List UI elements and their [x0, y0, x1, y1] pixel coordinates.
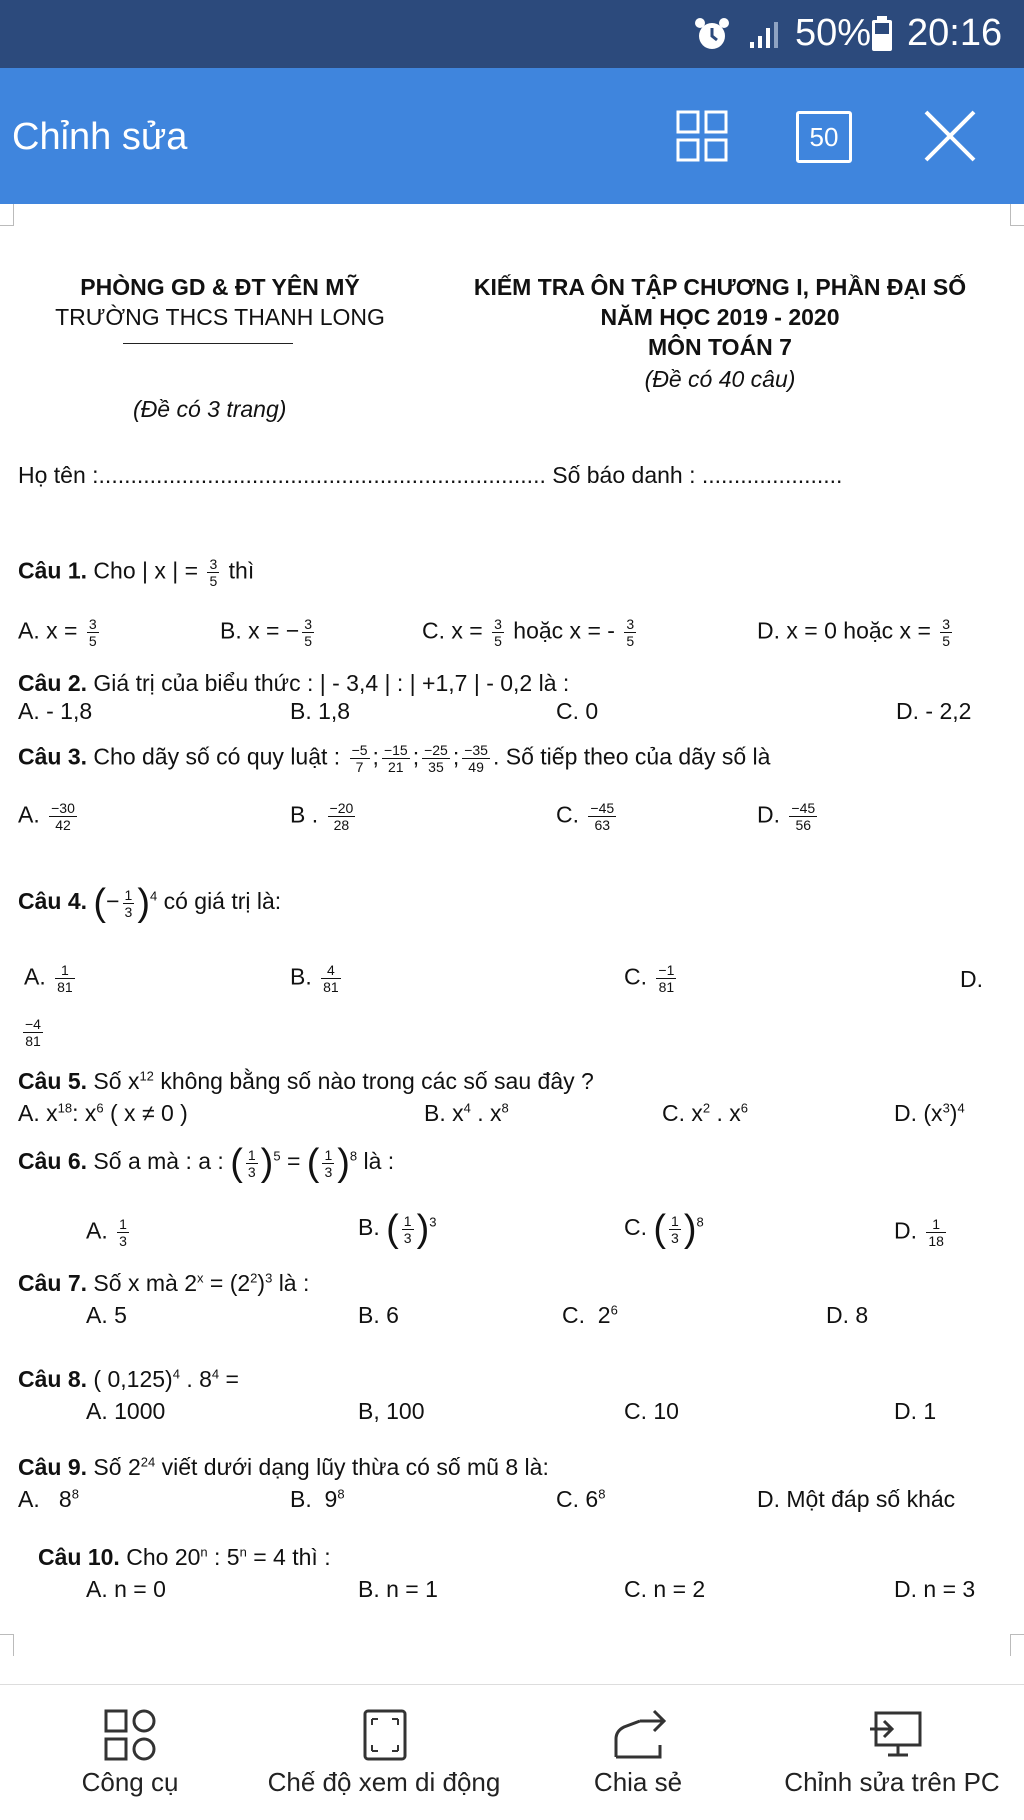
questions-note: (Đề có 40 câu): [644, 366, 796, 392]
mobile-view-icon: [362, 1707, 408, 1763]
answer-option: C. $6^8$: [556, 1486, 606, 1512]
answer-option: C. $\frac{-1}{81}$: [624, 962, 675, 995]
answer-option: D. n = 3: [894, 1576, 976, 1602]
question-4: Câu 4. (− $\frac{1}{3}$ )$^4$ có giá trị là:: [18, 882, 282, 924]
grid-icon[interactable]: [676, 110, 728, 162]
status-bar: [0, 0, 1024, 68]
answer-option-value: $\frac{-4}{81}$: [25, 1016, 41, 1049]
answer-option: B . $\frac{-20}{28}$: [290, 800, 354, 833]
alarm-icon: [694, 16, 730, 52]
question-2: [18, 670, 569, 697]
answer-option: A. 5: [86, 1302, 127, 1328]
pages-note: (Đề có 3 trang): [133, 396, 287, 422]
answer-option: C. $2^6$: [562, 1302, 618, 1328]
mobile-view-button[interactable]: [248, 1685, 520, 1820]
monitor-icon: [868, 1707, 924, 1763]
bottom-toolbar: [0, 1684, 1024, 1820]
tools-button[interactable]: [40, 1685, 220, 1820]
answer-option: C. $\frac{-45}{63}$: [556, 800, 615, 833]
tools-label: Công cụ: [81, 1767, 179, 1797]
answer-option: D. Một đáp số khác: [757, 1486, 956, 1512]
answer-option: D. 1: [894, 1398, 937, 1424]
answer-option: A. n = 0: [86, 1576, 166, 1602]
answer-option: C. 0: [556, 698, 599, 724]
question-3: Câu 3. Cho dãy số có quy luật : $\frac{-5}{7}$ ; $\frac{-15}{21}$ ; $\frac{-25}{35}$ ; $\frac{-35}{49}$ . Số tiếp theo của dãy số là: [18, 742, 771, 775]
question-label: Câu 1.: [18, 557, 88, 584]
answer-option: C. x = $\frac{3}{5}$ hoặc x = - $\frac{3}{5}$: [422, 616, 635, 649]
question-10: Câu 10. Cho 20$^n$ : 5$^n$ = 4 thì :: [38, 1544, 331, 1570]
document-page[interactable]: [0, 204, 1024, 1684]
question-label: Câu 7.: [18, 1270, 88, 1296]
question-7: Câu 7. Số x mà $2^x = (2^2)^3$ là :: [18, 1270, 310, 1296]
answer-option: A. $8^8$: [18, 1486, 79, 1512]
question-label: Câu 2.: [18, 670, 88, 696]
question-text: Cho: [93, 557, 136, 584]
answer-option: A. $\frac{-30}{42}$: [18, 800, 75, 833]
school-name: TRƯỜNG THCS THANH LONG: [55, 304, 385, 330]
tools-icon: [102, 1707, 158, 1763]
answer-option: B. x = − $\frac{3}{5}$: [220, 616, 313, 649]
answer-option: B. $9^8$: [290, 1486, 345, 1512]
answer-option: B. 1,8: [290, 698, 351, 724]
answer-option: A. $\frac{1}{81}$: [24, 962, 73, 995]
app-header: [0, 68, 1024, 204]
answer-option: C. 10: [624, 1398, 679, 1424]
question-text: =: [184, 557, 199, 584]
answer-option: B, 100: [358, 1398, 425, 1424]
answer-option: A. x = $\frac{3}{5}$: [18, 616, 97, 649]
header-divider: [123, 343, 293, 344]
answer-option: A. $\frac{1}{3}$: [86, 1216, 127, 1249]
name-line: Họ tên :...................................................................... Số báo danh : ......................: [18, 462, 843, 488]
question-label: Câu 9.: [18, 1454, 88, 1480]
share-icon: [610, 1707, 670, 1763]
answer-option: B. $\frac{4}{81}$: [290, 962, 339, 995]
subject: MÔN TOÁN 7: [648, 334, 792, 360]
question-label: Câu 5.: [18, 1068, 88, 1094]
battery-icon: [871, 16, 893, 52]
question-label: Câu 4.: [18, 888, 88, 915]
answer-option: B. ( $\frac{1}{3}$ )$^3$: [358, 1208, 437, 1250]
school-year: NĂM HỌC 2019 - 2020: [600, 304, 840, 330]
answer-option: B. $x^4$ . $x^8$: [424, 1100, 509, 1126]
edit-on-pc-button[interactable]: [764, 1685, 1020, 1820]
answer-option: D.: [960, 966, 983, 992]
question-text: thì: [228, 557, 255, 584]
answer-option: C. n = 2: [624, 1576, 706, 1602]
share-label: Chia sẻ: [593, 1767, 683, 1797]
share-button[interactable]: [568, 1685, 708, 1820]
answer-option: D. x = 0 hoặc x = $\frac{3}{5}$: [757, 616, 951, 649]
question-1: [18, 556, 254, 589]
question-label: Câu 10.: [38, 1544, 120, 1570]
answer-option: C. ( $\frac{1}{3}$ )$^8$: [624, 1208, 704, 1250]
answer-option: B. n = 1: [358, 1576, 438, 1602]
clock: 20:16: [907, 12, 1003, 54]
battery-percent: 50%: [795, 12, 872, 54]
answer-option: A. 1000: [86, 1398, 166, 1424]
answer-option: D. $(x^3)^4$: [894, 1100, 965, 1126]
answer-option: A. $x^{18}$: $x^6$ ( x ≠ 0 ): [18, 1100, 188, 1126]
question-text: Giá trị của biểu thức : | - 3,4 | : | +1,7 | - 0,2 là :: [93, 670, 570, 696]
answer-option: D. $\frac{1}{18}$: [894, 1216, 944, 1249]
question-8: Câu 8. ( 0,125)$^4$ . $8^4$ =: [18, 1366, 239, 1392]
header-title: Chỉnh sửa: [12, 116, 188, 158]
department-name: PHÒNG GD & ĐT YÊN MỸ: [80, 274, 360, 300]
mobile-view-label: Chế độ xem di động: [267, 1767, 501, 1797]
answer-option: D. $\frac{-45}{56}$: [757, 800, 816, 833]
question-6: Câu 6. Số a mà : a : ( $\frac{1}{3}$ )$^5$ = ( $\frac{1}{3}$ )$^8$ là :: [18, 1142, 395, 1184]
fraction: $\frac{3}{5}$: [209, 556, 218, 589]
answer-option: D. - 2,2: [896, 698, 972, 724]
page-corner-mark: [0, 204, 14, 226]
close-icon[interactable]: [922, 108, 978, 164]
edit-on-pc-label: Chỉnh sửa trên PC: [784, 1767, 1000, 1797]
question-5: Câu 5. Số $x^{12}$ không bằng số nào trong các số sau đây ?: [18, 1068, 594, 1094]
page-corner-mark: [1010, 204, 1024, 226]
signal-icon: [748, 20, 782, 50]
question-label: Câu 3.: [18, 743, 88, 770]
question-text: | x |: [142, 557, 179, 584]
question-label: Câu 6.: [18, 1148, 88, 1175]
answer-option: B. 6: [358, 1302, 399, 1328]
answer-option: C. $x^2$ . $x^6$: [662, 1100, 749, 1126]
question-9: Câu 9. Số $2^{24}$ viết dưới dạng lũy thừa có số mũ 8 là:: [18, 1454, 549, 1480]
answer-option: A. - 1,8: [18, 698, 93, 724]
answer-option: D. 8: [826, 1302, 869, 1328]
question-text: Cho dãy số có quy luật :: [93, 743, 341, 770]
page-corner-mark: [1010, 1634, 1024, 1656]
page-corner-mark: [0, 1634, 14, 1656]
page-count-button[interactable]: 50: [796, 111, 852, 163]
exam-title: KIẾM TRA ÔN TẬP CHƯƠNG I, PHẦN ĐẠI SỐ: [473, 274, 967, 300]
question-label: Câu 8.: [18, 1366, 88, 1392]
